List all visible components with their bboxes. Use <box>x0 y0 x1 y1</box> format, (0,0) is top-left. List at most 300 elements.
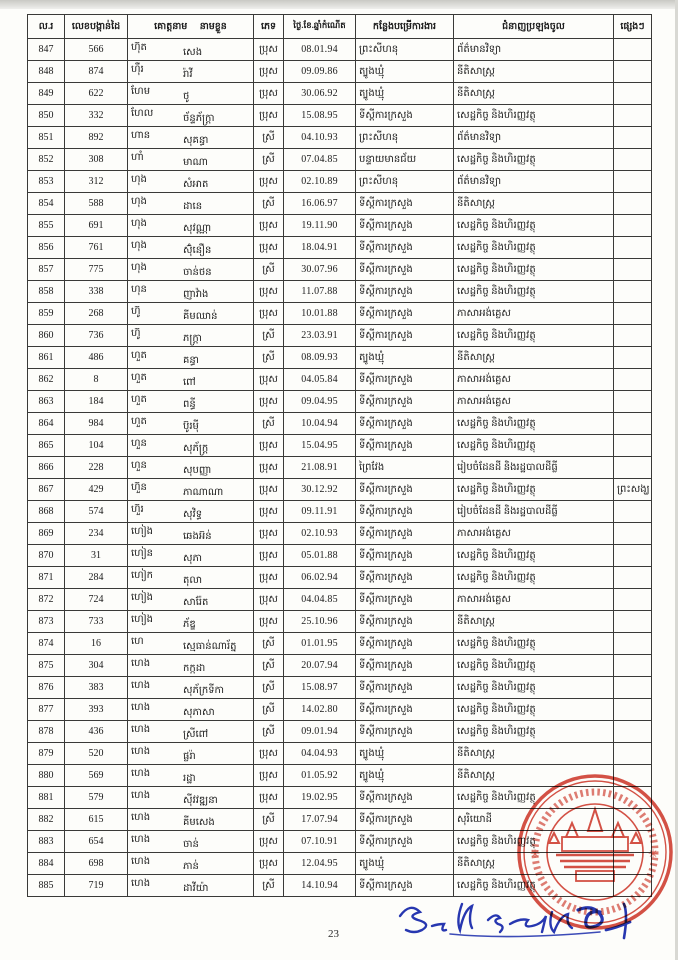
cell-reg-number: 892 <box>65 127 128 149</box>
cell-specialty: នីតិសាស្ត្រ <box>454 765 614 787</box>
cell-other <box>614 39 652 61</box>
given-name: សារ៉ែត <box>183 596 209 608</box>
surname: ហេង <box>131 811 151 823</box>
cell-workplace: ទីស្តីការក្រសួង <box>356 325 454 347</box>
cell-reg-number: 984 <box>65 413 128 435</box>
cell-name <box>128 655 254 677</box>
table-row <box>28 501 652 523</box>
cell-dob: 10.01.88 <box>284 303 356 325</box>
cell-no: 848 <box>28 61 65 83</box>
given-name: ដាវីយ៉ា <box>183 882 209 894</box>
cell-name <box>128 567 254 589</box>
cell-name <box>128 347 254 369</box>
table-row <box>28 721 652 743</box>
cell-dob: 23.03.91 <box>284 325 356 347</box>
cell-name <box>128 149 254 171</box>
header-dob: ថ្ងៃ.ខែ.ឆ្នាំកំណើត <box>284 15 356 39</box>
cell-reg-number: 615 <box>65 809 128 831</box>
cell-dob: 15.08.95 <box>284 105 356 127</box>
cell-specialty: រៀបចំដែនដី និងរដ្ឋបាលដីធ្លី <box>454 457 614 479</box>
cell-name <box>128 611 254 633</box>
given-name: ពន្ធី <box>183 398 196 410</box>
cell-specialty: សេដ្ឋកិច្ច និងហិរញ្ញវត្ថុ <box>454 105 614 127</box>
header-surname: គោត្តនាម <box>154 21 188 32</box>
cell-workplace: ទីស្តីការក្រសួង <box>356 611 454 633</box>
cell-name <box>128 171 254 193</box>
cell-workplace: ទីស្តីការក្រសួង <box>356 567 454 589</box>
table-row <box>28 699 652 721</box>
cell-name <box>128 809 254 831</box>
cell-other <box>614 281 652 303</box>
cell-workplace: ទីស្តីការក្រសួង <box>356 105 454 127</box>
cell-reg-number: 228 <box>65 457 128 479</box>
cell-gender: ប្រុស <box>254 391 284 413</box>
given-name: សំអាត <box>183 178 209 190</box>
cell-workplace: ទីស្តីការក្រសួង <box>356 479 454 501</box>
cell-specialty: សេដ្ឋកិច្ច និងហិរញ្ញវត្ថុ <box>454 325 614 347</box>
cell-workplace: ព្រះសីហនុ <box>356 171 454 193</box>
cell-no: 873 <box>28 611 65 633</box>
cell-reg-number: 304 <box>65 655 128 677</box>
cell-specialty: សេដ្ឋកិច្ច និងហិរញ្ញវត្ថុ <box>454 215 614 237</box>
cell-specialty: ភាសាអង់គ្លេស <box>454 391 614 413</box>
cell-no: 864 <box>28 413 65 435</box>
cell-workplace: ទីស្តីការក្រសួង <box>356 655 454 677</box>
cell-other <box>614 655 652 677</box>
table-row <box>28 369 652 391</box>
cell-gender: ស្រី <box>254 655 284 677</box>
cell-dob: 09.11.91 <box>284 501 356 523</box>
cell-name <box>128 237 254 259</box>
table-row <box>28 875 652 897</box>
surname: ហេង <box>131 723 151 735</box>
surname: ហេង <box>131 833 151 845</box>
given-name: តុលា <box>183 574 203 586</box>
surname: ហុង <box>131 173 147 185</box>
table-row <box>28 83 652 105</box>
cell-specialty: សេដ្ឋកិច្ច និងហិរញ្ញវត្ថុ <box>454 259 614 281</box>
cell-reg-number: 733 <box>65 611 128 633</box>
cell-reg-number: 574 <box>65 501 128 523</box>
cell-specialty: ព័ត៌មានវិទ្យា <box>454 127 614 149</box>
cell-name <box>128 787 254 809</box>
cell-reg-number: 698 <box>65 853 128 875</box>
cell-dob: 08.09.93 <box>284 347 356 369</box>
cell-dob: 19.11.90 <box>284 215 356 237</box>
cell-other <box>614 567 652 589</box>
cell-reg-number: 588 <box>65 193 128 215</box>
cell-other <box>614 875 652 897</box>
cell-other <box>614 259 652 281</box>
cell-reg-number: 284 <box>65 567 128 589</box>
header-given-name: នាមខ្លួន <box>199 21 227 32</box>
cell-no: 883 <box>28 831 65 853</box>
header-other: ផ្សេងៗ <box>614 15 652 39</box>
cell-dob: 14.02.80 <box>284 699 356 721</box>
cell-dob: 30.07.96 <box>284 259 356 281</box>
cell-specialty: ភាសាអង់គ្លេស <box>454 523 614 545</box>
cell-no: 871 <box>28 567 65 589</box>
surname: ហ៊ូ <box>131 305 141 317</box>
cell-no: 870 <box>28 545 65 567</box>
surname: ហៀង <box>131 525 154 537</box>
surname: ហ៊ុត <box>131 41 147 53</box>
cell-no: 862 <box>28 369 65 391</box>
cell-name <box>128 589 254 611</box>
cell-name <box>128 83 254 105</box>
given-name: រ៉ាវី <box>183 68 193 80</box>
cell-gender: ស្រី <box>254 699 284 721</box>
table-row <box>28 61 652 83</box>
cell-gender: ប្រុស <box>254 281 284 303</box>
cell-no: 880 <box>28 765 65 787</box>
cell-no: 868 <box>28 501 65 523</box>
cell-gender: ប្រុស <box>254 743 284 765</box>
given-name: ចាន់ <box>183 838 199 850</box>
table-row <box>28 303 652 325</box>
cell-no: 874 <box>28 633 65 655</box>
cell-gender: ស្រី <box>254 721 284 743</box>
given-name: ភក្រ្តា <box>183 332 202 344</box>
table-row <box>28 127 652 149</box>
cell-other <box>614 611 652 633</box>
table-row <box>28 105 652 127</box>
cell-specialty: សេដ្ឋកិច្ច និងហិរញ្ញវត្ថុ <box>454 677 614 699</box>
surname: ហួត <box>131 415 147 427</box>
given-name: សុវណ្ណា <box>183 222 212 234</box>
cell-no: 853 <box>28 171 65 193</box>
cell-no: 849 <box>28 83 65 105</box>
table-row <box>28 39 652 61</box>
table-row <box>28 787 652 809</box>
given-name: សុភ័ក្ត្រ <box>183 442 209 454</box>
cell-other: ព្រះសង្ឃ <box>614 479 652 501</box>
cell-gender: ស្រី <box>254 127 284 149</box>
cell-specialty: សេដ្ឋកិច្ច និងហិរញ្ញវត្ថុ <box>454 787 614 809</box>
table-row <box>28 677 652 699</box>
cell-name <box>128 479 254 501</box>
cell-reg-number: 775 <box>65 259 128 281</box>
table-row <box>28 237 652 259</box>
cell-specialty: សេដ្ឋកិច្ច និងហិរញ្ញវត្ថុ <box>454 567 614 589</box>
surname: ហុន <box>131 283 147 295</box>
given-name: ចាន់ថន <box>183 266 212 278</box>
cell-workplace: ទីស្តីការក្រសួង <box>356 501 454 523</box>
header-gender: ភេទ <box>254 15 284 39</box>
cell-reg-number: 268 <box>65 303 128 325</box>
cell-other <box>614 831 652 853</box>
cell-name <box>128 831 254 853</box>
cell-specialty: នីតិសាស្ត្រ <box>454 193 614 215</box>
cell-gender: ប្រុស <box>254 457 284 479</box>
given-name: ភាណាណា <box>183 486 224 498</box>
table-row <box>28 567 652 589</box>
table-row <box>28 589 652 611</box>
cell-dob: 30.06.92 <box>284 83 356 105</box>
cell-workplace: ទីស្តីការក្រសួង <box>356 391 454 413</box>
cell-no: 854 <box>28 193 65 215</box>
cell-workplace: ទីស្តីការក្រសួង <box>356 787 454 809</box>
cell-dob: 30.12.92 <box>284 479 356 501</box>
cell-dob: 12.04.95 <box>284 853 356 875</box>
given-name: សុភ័ក្រទីកា <box>183 684 225 696</box>
cell-gender: ប្រុស <box>254 611 284 633</box>
cell-no: 857 <box>28 259 65 281</box>
cell-name <box>128 677 254 699</box>
header-workplace: កន្លែងបម្រើការងារ <box>356 15 454 39</box>
given-name: ភ័ឌ្ឌ <box>183 618 196 630</box>
surname: ហេង <box>131 855 151 867</box>
table-row <box>28 281 652 303</box>
cell-name <box>128 61 254 83</box>
cell-name <box>128 721 254 743</box>
cell-specialty: សេដ្ឋកិច្ច និងហិរញ្ញវត្ថុ <box>454 281 614 303</box>
cell-no: 856 <box>28 237 65 259</box>
cell-workplace: ទីស្តីការក្រសួង <box>356 677 454 699</box>
cell-reg-number: 383 <box>65 677 128 699</box>
table-row <box>28 853 652 875</box>
cell-workplace: បន្ទាយមានជ័យ <box>356 149 454 171</box>
header-reg-number: លេខបង្កាន់ដៃ <box>65 15 128 39</box>
cell-dob: 01.01.95 <box>284 633 356 655</box>
cell-specialty: សេដ្ឋកិច្ច និងហិរញ្ញវត្ថុ <box>454 149 614 171</box>
given-name: ស្រីពៅ <box>183 728 209 740</box>
cell-gender: ប្រុស <box>254 83 284 105</box>
surname: ហួន <box>131 437 147 449</box>
cell-name <box>128 127 254 149</box>
signature <box>392 890 642 950</box>
cell-no: 851 <box>28 127 65 149</box>
surname: ហេង <box>131 745 151 757</box>
cell-specialty: សេដ្ឋកិច្ច និងហិរញ្ញវត្ថុ <box>454 237 614 259</box>
table-row <box>28 347 652 369</box>
surname: ហួត <box>131 371 147 383</box>
cell-name <box>128 259 254 281</box>
cell-specialty: នីតិសាស្ត្រ <box>454 61 614 83</box>
table-row <box>28 655 652 677</box>
surname: ហេង <box>131 679 151 691</box>
cell-dob: 07.04.85 <box>284 149 356 171</box>
cell-other <box>614 699 652 721</box>
cell-gender: ប្រុស <box>254 589 284 611</box>
given-name: សុភា <box>183 552 203 564</box>
stamp-star-left: ✳ <box>530 847 541 861</box>
cell-gender: ស្រី <box>254 413 284 435</box>
table-row <box>28 545 652 567</box>
surname: ហេង <box>131 877 151 889</box>
given-name: ច័ន្ទភ័ក្រ្តា <box>183 112 215 124</box>
cell-gender: ស្រី <box>254 325 284 347</box>
surname: ហ៊ួន <box>131 481 147 493</box>
cell-reg-number: 520 <box>65 743 128 765</box>
cell-specialty: សេដ្ឋកិច្ច និងហិរញ្ញវត្ថុ <box>454 721 614 743</box>
cell-workplace: ត្បូងឃ្មុំ <box>356 853 454 875</box>
cell-no: 865 <box>28 435 65 457</box>
cell-name <box>128 545 254 567</box>
cell-gender: ស្រី <box>254 677 284 699</box>
cell-no: 860 <box>28 325 65 347</box>
table-row <box>28 633 652 655</box>
cell-dob: 04.04.93 <box>284 743 356 765</box>
cell-reg-number: 622 <box>65 83 128 105</box>
surname: ហៀង <box>131 613 154 625</box>
candidate-roster-table <box>27 14 652 897</box>
cell-no: 877 <box>28 699 65 721</box>
surname: ហែម <box>131 85 151 97</box>
table-row <box>28 149 652 171</box>
given-name: រដ្ឋា <box>183 772 196 784</box>
cell-dob: 20.07.94 <box>284 655 356 677</box>
cell-other <box>614 765 652 787</box>
cell-name <box>128 39 254 61</box>
cell-reg-number: 104 <box>65 435 128 457</box>
cell-other <box>614 413 652 435</box>
table-header-row <box>28 15 652 39</box>
surname: ហាំ <box>131 151 144 163</box>
table-row <box>28 809 652 831</box>
table-row <box>28 523 652 545</box>
cell-name <box>128 501 254 523</box>
cell-other <box>614 457 652 479</box>
cell-other <box>614 633 652 655</box>
given-name: គីមសេង <box>183 816 215 828</box>
surname: ហួត <box>131 393 147 405</box>
cell-name <box>128 457 254 479</box>
cell-name <box>128 699 254 721</box>
cell-reg-number: 436 <box>65 721 128 743</box>
cell-reg-number: 569 <box>65 765 128 787</box>
cell-dob: 09.09.86 <box>284 61 356 83</box>
cell-gender: ប្រុស <box>254 853 284 875</box>
cell-name <box>128 369 254 391</box>
cell-workplace: ទីស្តីការក្រសួង <box>356 369 454 391</box>
cell-reg-number: 184 <box>65 391 128 413</box>
header-specialty: ជំនាញប្រឡងចូល <box>454 15 614 39</box>
cell-no: 867 <box>28 479 65 501</box>
cell-reg-number: 719 <box>65 875 128 897</box>
cell-no: 879 <box>28 743 65 765</box>
cell-dob: 05.01.88 <box>284 545 356 567</box>
cell-other <box>614 787 652 809</box>
surname: ហ៊ឺរ <box>131 63 144 75</box>
cell-name <box>128 875 254 897</box>
table-row <box>28 457 652 479</box>
cell-no: 866 <box>28 457 65 479</box>
roster-table-body <box>28 39 652 897</box>
cell-workplace: ទីស្តីការក្រសួង <box>356 523 454 545</box>
cell-dob: 14.10.94 <box>284 875 356 897</box>
cell-reg-number: 16 <box>65 633 128 655</box>
surname: ហៀក <box>131 569 154 581</box>
cell-specialty: សេដ្ឋកិច្ច និងហិរញ្ញវត្ថុ <box>454 655 614 677</box>
cell-dob: 04.04.85 <box>284 589 356 611</box>
cell-gender: ប្រុស <box>254 479 284 501</box>
surname: ហេង <box>131 701 151 713</box>
cell-specialty: សេដ្ឋកិច្ច និងហិរញ្ញវត្ថុ <box>454 435 614 457</box>
cell-gender: ប្រុស <box>254 501 284 523</box>
stamp-star-right: ✳ <box>648 847 659 861</box>
cell-other <box>614 127 652 149</box>
cell-workplace: ត្បូងឃ្មុំ <box>356 743 454 765</box>
cell-specialty: នីតិសាស្ត្រ <box>454 743 614 765</box>
cell-reg-number: 31 <box>65 545 128 567</box>
cell-gender: ប្រុស <box>254 215 284 237</box>
cell-dob: 09.04.95 <box>284 391 356 413</box>
cell-workplace: ព្រៃវែង <box>356 457 454 479</box>
cell-dob: 21.08.91 <box>284 457 356 479</box>
cell-reg-number: 579 <box>65 787 128 809</box>
surname: ហែល <box>131 107 154 119</box>
cell-name <box>128 633 254 655</box>
cell-name <box>128 743 254 765</box>
cell-workplace: ទីស្តីការក្រសួង <box>356 259 454 281</box>
given-name: ដានេ <box>183 200 203 212</box>
given-name: ឆេងអ៊ន់ <box>183 530 212 542</box>
cell-name <box>128 281 254 303</box>
surname: ហុង <box>131 195 147 207</box>
cell-name <box>128 391 254 413</box>
cell-reg-number: 312 <box>65 171 128 193</box>
surname: ហេង <box>131 767 151 779</box>
cell-dob: 15.08.97 <box>284 677 356 699</box>
surname: ហេ <box>131 635 144 647</box>
cell-dob: 11.07.88 <box>284 281 356 303</box>
cell-specialty: នីតិសាស្ត្រ <box>454 347 614 369</box>
surname: ហួត <box>131 349 147 361</box>
given-name: ស៊ីវវឌ្ឍនា <box>183 794 218 806</box>
cell-gender: ប្រុស <box>254 303 284 325</box>
cell-specialty: សេដ្ឋកិច្ច និងហិរញ្ញវត្ថុ <box>454 831 614 853</box>
cell-gender: ប្រុស <box>254 831 284 853</box>
cell-reg-number: 308 <box>65 149 128 171</box>
cell-no: 872 <box>28 589 65 611</box>
cell-specialty: សេដ្ឋកិច្ច និងហិរញ្ញវត្ថុ <box>454 413 614 435</box>
cell-reg-number: 566 <box>65 39 128 61</box>
cell-gender: ប្រុស <box>254 787 284 809</box>
given-name: សុវិទ្ធ <box>183 508 203 520</box>
cell-no: 885 <box>28 875 65 897</box>
surname: ហ៊ូ <box>131 327 141 339</box>
cell-gender: ស្រី <box>254 875 284 897</box>
surname: ហុង <box>131 217 147 229</box>
cell-workplace: ទីស្តីការក្រសួង <box>356 281 454 303</box>
given-name: ផ្លរ៉ា <box>183 750 196 762</box>
cell-other <box>614 391 652 413</box>
cell-name <box>128 853 254 875</box>
cell-no: 861 <box>28 347 65 369</box>
cell-workplace: ព្រះសីហនុ <box>356 39 454 61</box>
cell-no: 882 <box>28 809 65 831</box>
cell-no: 859 <box>28 303 65 325</box>
cell-name <box>128 193 254 215</box>
cell-no: 881 <box>28 787 65 809</box>
cell-no: 876 <box>28 677 65 699</box>
cell-workplace: ព្រះសីហនុ <box>356 127 454 149</box>
cell-workplace: ទីស្តីការក្រសួង <box>356 699 454 721</box>
cell-workplace: ទីស្តីការក្រសួង <box>356 589 454 611</box>
cell-other <box>614 149 652 171</box>
cell-name <box>128 215 254 237</box>
cell-gender: ស្រី <box>254 347 284 369</box>
surname: ហុង <box>131 239 147 251</box>
given-name: សេង <box>183 46 203 58</box>
cell-other <box>614 743 652 765</box>
cell-gender: ប្រុស <box>254 567 284 589</box>
cell-other <box>614 721 652 743</box>
cell-gender: ប្រុស <box>254 39 284 61</box>
cell-dob: 08.01.94 <box>284 39 356 61</box>
cell-name <box>128 325 254 347</box>
